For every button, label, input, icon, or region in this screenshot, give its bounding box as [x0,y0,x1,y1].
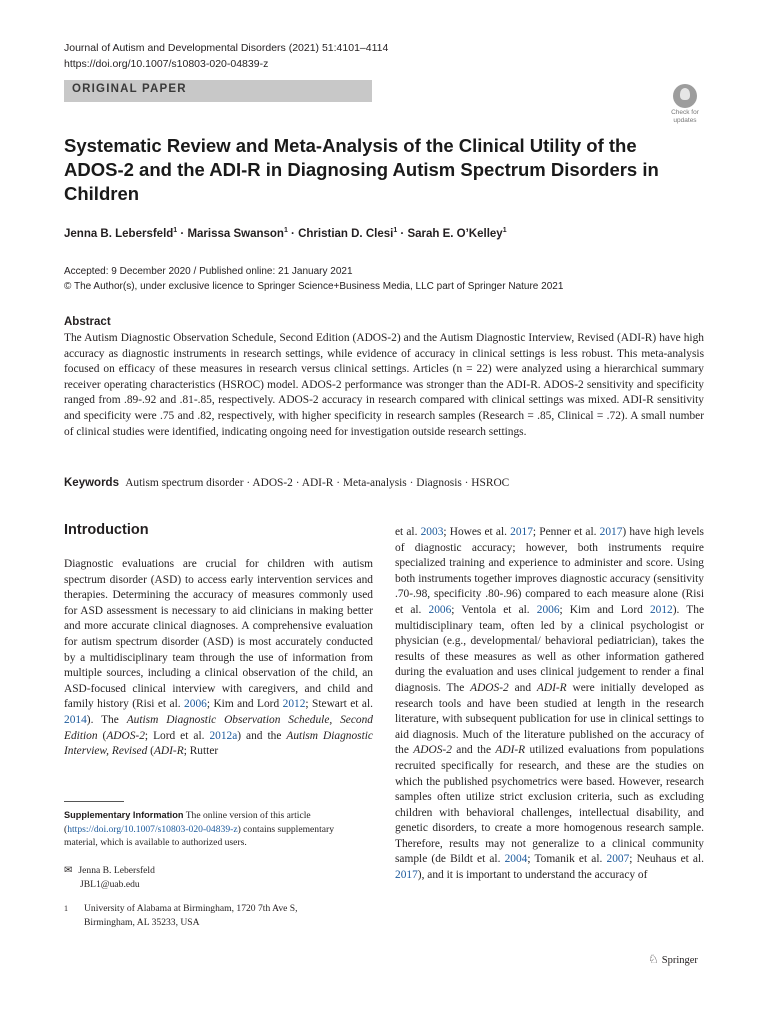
supplementary-note [64,809,364,850]
publisher-name: Springer [661,955,698,966]
affiliation-line2: Birmingham, AL 35233, USA [84,916,200,928]
publisher-logo [648,952,698,967]
affiliation-line1: University of Alabama at Birmingham, 1720 7th Ave S, [84,903,298,914]
author-sep: · [287,227,299,240]
body-column-right [395,525,704,884]
supplementary-text-after: ) contains supplementary material, which is available to authorized users. [64,823,335,848]
supplementary-link[interactable]: https://doi.org/10.1007/s10803-020-04839-z [67,823,238,835]
author-aff: 1 [393,227,398,234]
abstract-text: The Autism Diagnostic Observation Schedule, Second Edition (ADOS-2) and the Autism Diagnostic Interview, Revised (ADI-R) have high accuracy as diagnostic instruments in research settings, while evidence of accuracy in clinical settings is less robust. This meta-analysis focused on efficacy of these measures in research versus clinical settings. Articles (n = 22) were analyzed using a hierarchical summary receiver operating characteristics (HSROC) model. ADOS-2 performance was stronger than the ADI-R. ADOS-2 sensitivity and specificity ranged from .89-.92 and .81-.85, respectively. ADOS-2 accuracy in research compared with clinical settings was mixed. ADI-R sensitivity and specificity were .75 and .82, respectively, with higher specificity in research samples (Research = .85, Clinical = .72). A small number of clinical studies were identified, indicating ongoing need for investigation outside research settings. [64,332,704,438]
journal-citation: Journal of Autism and Developmental Disorders (2021) 51:4101–4114 [64,42,389,54]
dates: Accepted: 9 December 2020 / Published online: 21 January 2021 [64,266,353,277]
intro-paragraph: et al. 2003; Howes et al. 2017; Penner et al. 2017) have high levels of diagnostic accuracy; however, both instruments require specialized training and experience to administer and score. Using both instruments together improves diagnostic accuracy (sensitivity .70-.98, specificity .80-.96) compared to each measure alone (Risi et al. 2006; Ventola et al. 2006; Kim and Lord 2012). The multidisciplinary team, often led by a clinical psychologist or physician (e.g., developmental/ behavioral pediatrician), takes the results of these measures as well as other information gathered during the evaluation and uses clinical judgement to render a final diagnosis. The ADOS-2 and ADI-R were initially developed as research tools and have been studied at length in the research literature, with subsequent publication for use in clinical settings to aid diagnosis. Much of the literature published on the accuracy of the ADOS-2 and the ADI-R utilized evaluations from populations recruited specifically for research, and these are the studies on which the published psychometrics were based. However, research samples often utilize strict exclusion criteria, such as excluding children with behavioral challenges, intellectual disability, and genetic disorders, to create a more homogenous research sample. Therefore, results may not generalize to a clinical community sample (de Bildt et al. 2004; Tomanik et al. 2007; Neuhaus et al. 2017), and it is important to understand the accuracy of [395,526,705,882]
keywords [64,477,509,489]
body-column-left [64,557,373,760]
keywords-heading: Keywords [64,477,119,489]
author-list [64,227,507,240]
introduction-heading: Introduction [64,522,149,538]
badge-line2: updates [673,117,697,124]
corresponding-author [64,864,155,891]
author-aff: 1 [502,227,507,234]
check-updates-icon [673,84,697,108]
envelope-icon: ✉ [64,865,73,876]
article-title: Systematic Review and Meta-Analysis of the Clinical Utility of the ADOS-2 and the ADI-R in Diagnosing Autism Spectrum Disorders in Children [64,135,659,204]
affiliation-number: 1 [64,904,68,913]
publication-info [64,264,563,294]
badge-line1: Check for [671,109,699,116]
intro-paragraph: Diagnostic evaluations are crucial for children with autism spectrum disorder (ASD) to access early intervention services and therapies. Determining the accuracy of measures commonly used for ASD assessment is necessary to aid clinicians in making better and more accurate clinical diagnoses. A comprehensive evaluation for autism spectrum disorder (ASD) is most accurately conducted by a multidisciplinary team through the use of information from multiple sources, including a clinical observation of the child, an ASD-focused clinical interview with caregivers, and child and family history (Risi et al. 2006; Kim and Lord 2012; Stewart et al. 2014). The Autism Diagnostic Observation Schedule, Second Edition (ADOS-2; Lord et al. 2012a) and the Autism Diagnostic Interview, Revised (ADI-R; Rutter [64,558,373,758]
springer-horse-icon: ♘ [648,952,659,966]
author-sep: · [397,227,408,240]
copyright: © The Author(s), under exclusive licence to Springer Science+Business Media, LLC part of Springer Nature 2021 [64,281,564,292]
supplementary-label: Supplementary Information [64,810,184,820]
journal-doi[interactable]: https://doi.org/10.1007/s10803-020-04839-z [64,58,269,70]
author-name[interactable]: Marissa Swanson [187,227,284,240]
author-aff: 1 [283,227,288,234]
author-name[interactable]: Sarah E. O’Kelley [407,227,503,240]
contact-email[interactable]: JBL1@uab.edu [80,878,140,890]
author-name[interactable]: Jenna B. Lebersfeld [64,227,174,240]
author-name[interactable]: Christian D. Clesi [298,227,394,240]
author-aff: 1 [173,227,178,234]
keywords-text: Autism spectrum disorder · ADOS-2 · ADI-R · Meta-analysis · Diagnosis · HSROC [125,477,510,489]
author-sep: · [177,227,188,240]
contact-name: Jenna B. Lebersfeld [78,865,155,876]
paper-type: ORIGINAL PAPER [72,83,187,95]
check-for-updates-badge[interactable] [665,84,705,124]
abstract-heading: Abstract [64,316,111,328]
affiliation [64,902,364,929]
journal-header [64,40,388,72]
footnote-divider [64,801,124,802]
supplementary-text-before: The online version of this article ( [64,810,311,835]
